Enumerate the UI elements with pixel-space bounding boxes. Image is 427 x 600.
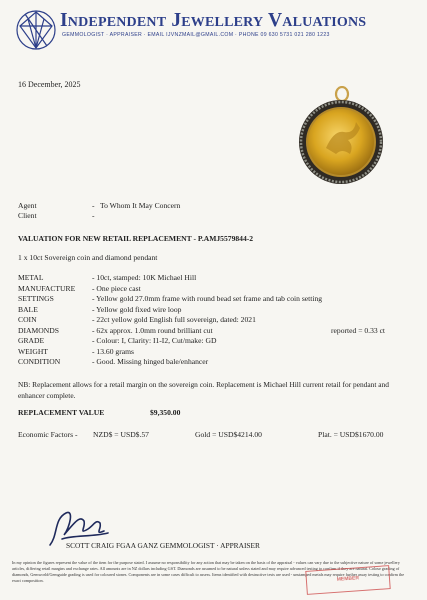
field-label: BALE xyxy=(18,304,38,314)
field-label: GRADE xyxy=(18,336,45,345)
diamond-logo-icon xyxy=(14,4,58,56)
field-label: DIAMONDS xyxy=(18,325,59,335)
factor-platinum: Plat. = USD$1670.00 xyxy=(318,430,384,439)
field-value: - Colour: I, Clarity: I1-I2, Cut/make: GD xyxy=(92,336,217,345)
fine-print-disclaimer: In my opinion the figures represent the value of the item for the purpose stated. I assume no responsibility for any action that may be taken on the basis of the appraisal - values can vary due to the subjective nature of some jewellery articles, differing retail margins and exchange rates. All amounts are in NZ dollars including GST. Diamonds are assumed to be natural unless stated and may require advanced testing to confirm if they are natural. Colour grading of diamonds, Gemworld/Gemguide grading is used for coloured stones. Components are in some cases difficult to assess. Items identified with destructive tests are used - unstamped metals may require further assay testing to confirm the exact composition. xyxy=(12,560,405,583)
field-label: CONDITION xyxy=(18,357,61,366)
economic-factors-label: Economic Factors - xyxy=(18,430,78,439)
field-label: WEIGHT xyxy=(18,346,48,356)
agent-label: Agent xyxy=(18,201,37,210)
field-value: - 22ct yellow gold English full sovereign, dated: 2021 xyxy=(92,315,256,324)
agent-value: To Whom It May Concern xyxy=(100,201,181,210)
replacement-value-label: REPLACEMENT VALUE xyxy=(18,408,105,417)
field-value: - Yellow gold 27.0mm frame with round bead set frame and tab coin setting xyxy=(92,294,323,303)
brand-contact-line: GEMMOLOGIST · APPRAISER · EMAIL IJVNZMAIL@GMAIL.COM · PHONE 09 630 5731 021 280 1223 xyxy=(62,32,330,38)
replacement-note: NB: Replacement allows for a retail margin on the sovereign coin. Replacement is Michael Hill current retail for pendant and enhancer complete. xyxy=(18,380,389,400)
field-value: - Good. Missing hinged bale/enhancer xyxy=(92,357,209,366)
pendant-photo xyxy=(296,86,386,188)
field-label: MANUFACTURE xyxy=(18,283,76,293)
factor-nzd: NZD$ = USD$.57 xyxy=(93,430,149,439)
agent-dash: - xyxy=(92,201,95,210)
field-value: - Yellow gold fixed wire loop xyxy=(92,304,182,314)
field-label: SETTINGS xyxy=(18,294,54,303)
field-value: - 13.60 grams xyxy=(92,346,134,356)
valuation-heading: VALUATION FOR NEW RETAIL REPLACEMENT - P.AMJ5579844-2 xyxy=(18,234,254,243)
client-dash: - xyxy=(92,211,95,220)
field-value: - 10ct, stamped: 10K Michael Hill xyxy=(92,273,197,282)
signatory-line: SCOTT CRAIG FGAA GANZ GEMMOLOGIST · APPRAISER xyxy=(66,541,260,550)
field-value: - One piece cast xyxy=(92,283,141,293)
factor-gold: Gold = USD$4214.00 xyxy=(195,430,262,439)
field-label: METAL xyxy=(18,273,44,282)
replacement-value: $9,350.00 xyxy=(150,408,181,417)
document-date: 16 December, 2025 xyxy=(18,80,81,89)
field-label: COIN xyxy=(18,315,37,324)
field-value: - 62x approx. 1.0mm round brilliant cut xyxy=(92,325,213,335)
diamond-reported-weight: reported = 0.33 ct xyxy=(331,325,386,335)
brand-title: Independent Jewellery Valuations xyxy=(60,10,367,31)
item-line: 1 x 10ct Sovereign coin and diamond pendant xyxy=(18,253,158,262)
client-label: Client xyxy=(18,211,37,220)
stamp-text: MEMBER xyxy=(336,575,360,583)
